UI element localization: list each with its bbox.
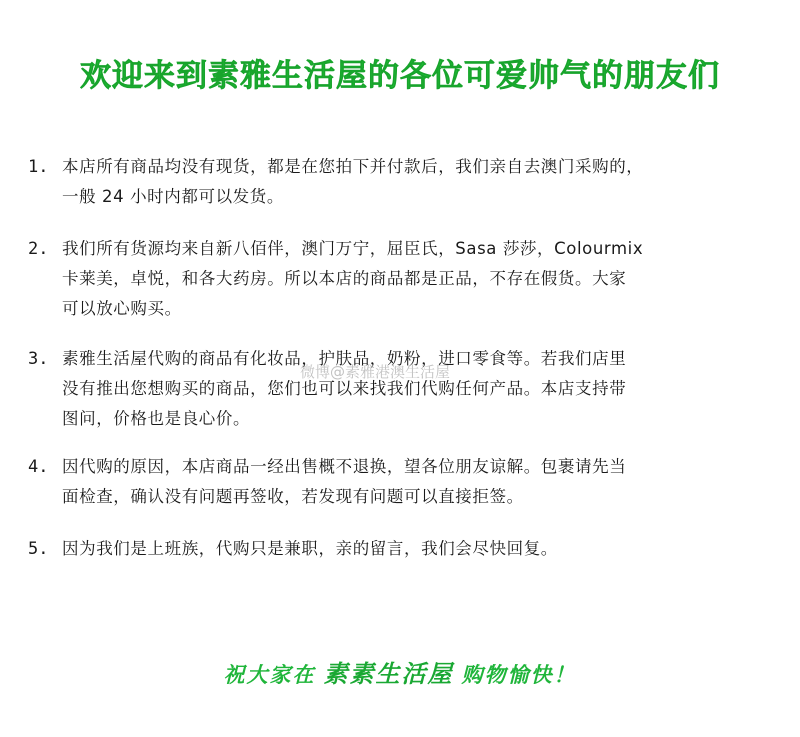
footer-greeting bbox=[0, 654, 800, 689]
footer-brand: 素素生活屋 bbox=[323, 659, 454, 688]
item-number: 1. bbox=[28, 157, 49, 177]
list-item bbox=[28, 152, 768, 212]
list-item bbox=[28, 234, 768, 324]
item-text: 因代购的原因，本店商品一经出售概不退换，望各位朋友谅解。包裹请先当 面检查，确认没有问题再签收，若发现有问题可以直接拒签。 bbox=[62, 457, 627, 506]
footer-prefix: 祝大家在 bbox=[223, 662, 316, 687]
page-title: 欢迎来到素雅生活屋的各位可爱帅气的朋友们 bbox=[80, 58, 720, 94]
item-number: 4. bbox=[28, 457, 49, 477]
footer-suffix: 购物愉快！ bbox=[461, 662, 577, 687]
item-number: 5. bbox=[28, 539, 49, 559]
item-text: 本店所有商品均没有现货，都是在您拍下并付款后，我们亲自去澳门采购的， 一般 24 小时内都可以发货。 bbox=[62, 157, 644, 206]
item-text: 素雅生活屋代购的商品有化妆品，护肤品，奶粉，进口零食等。若我们店里 没有推出您想购买的商品，您们也可以来找我们代购任何产品。本店支持带 图问，价格也是良心价。 bbox=[62, 349, 627, 428]
list-item bbox=[28, 452, 768, 512]
item-number: 3. bbox=[28, 349, 49, 369]
list-item bbox=[28, 534, 768, 564]
list-item bbox=[28, 344, 768, 434]
item-text: 因为我们是上班族，代购只是兼职，亲的留言，我们会尽快回复。 bbox=[62, 539, 558, 558]
weibo-watermark: 微博@素雅港澳生活屋 bbox=[300, 363, 451, 381]
item-number: 2. bbox=[28, 239, 49, 259]
item-text: 我们所有货源均来自新八佰伴，澳门万宁，屈臣氏，Sasa 莎莎，Colourmix 卡莱美，卓悦，和各大药房。所以本店的商品都是正品，不存在假货。大家 可以放心购买。 bbox=[62, 239, 644, 318]
